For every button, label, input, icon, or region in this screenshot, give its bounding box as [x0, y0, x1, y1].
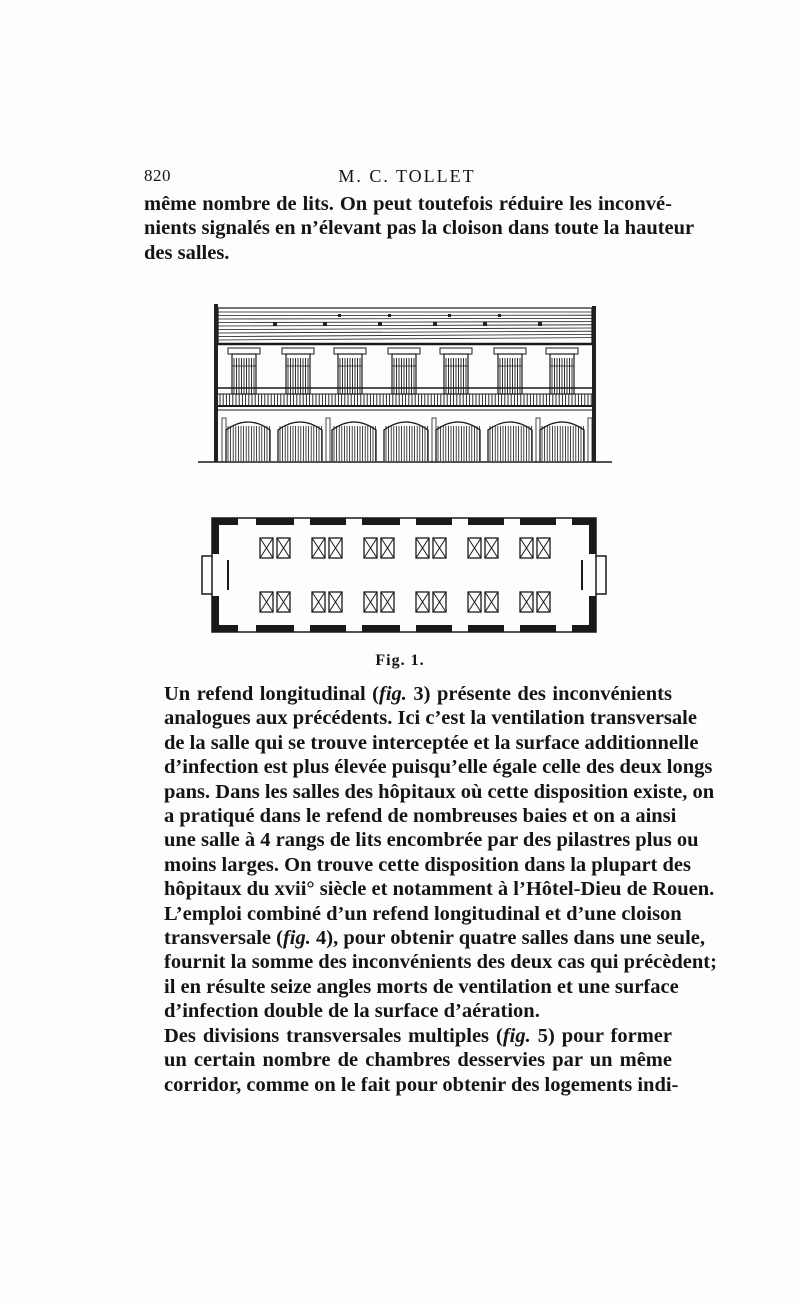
running-head — [144, 166, 670, 190]
paragraph — [144, 1024, 679, 1097]
text-line: hôpitaux du xvii° siècle et notamment à l’Hôtel-Dieu de Rouen. — [164, 878, 715, 901]
running-title: M. C. TOLLET — [338, 166, 476, 186]
figure-illustration — [198, 296, 618, 646]
text-line: même nombre de lits. On peut toutefois réduire les inconvé- — [144, 193, 672, 215]
text-line: d’infection est plus élevée puisqu’elle égale celle des deux longs — [164, 756, 713, 779]
text-line: une salle à 4 rangs de lits encombrée par des pilastres plus ou — [164, 829, 699, 852]
page-number: 820 — [144, 166, 171, 185]
paragraph — [144, 682, 715, 902]
text-line: de la salle qui se trouve interceptée et la surface additionnelle — [164, 731, 699, 754]
text-line: nients signalés en n’élevant pas la cloison dans toute la hauteur — [144, 217, 695, 240]
text-line: L’emploi combiné d’un refend longitudinal et d’une cloison — [164, 902, 682, 925]
figure-reference: fig. — [502, 1024, 531, 1047]
text-line: moins larges. On trouve cette disposition dans la plupart des — [164, 853, 691, 876]
figure-reference: fig. — [282, 927, 311, 950]
paragraph — [144, 902, 717, 1024]
text-line: transversale (fig. 4), pour obtenir quatre salles dans une seule, — [164, 927, 706, 950]
text-line: il en résulte seize angles morts de ventilation et une surface — [164, 975, 679, 998]
text-line: Un refend longitudinal (fig. 3) présente des inconvénients — [164, 683, 672, 705]
ward-floor-plan-drawing — [202, 518, 606, 632]
text-line: un certain nombre de chambres desservies par un même — [164, 1049, 672, 1072]
intro-text — [144, 192, 695, 265]
text-line: des salles. — [144, 241, 230, 264]
body-text — [144, 682, 717, 1097]
text-line: Des divisions transversales multiples (fig. 5) pour former — [164, 1024, 672, 1047]
figure-caption: Fig. 1. — [375, 652, 425, 669]
figure-reference: fig. — [379, 683, 407, 705]
ward-elevation-drawing — [198, 304, 612, 462]
hospital-ward-drawing — [198, 296, 618, 646]
text-line: analogues aux précédents. Ici c’est la ventilation transversale — [164, 707, 697, 730]
text-line: d’infection double de la surface d’aération. — [164, 1000, 540, 1023]
text-line: pans. Dans les salles des hôpitaux où cette disposition existe, on — [164, 780, 715, 803]
text-line: corridor, comme on le fait pour obtenir des logements indi- — [164, 1073, 679, 1096]
text-line: a pratiqué dans le refend de nombreuses baies et on a ainsi — [164, 805, 677, 828]
text-line: fournit la somme des inconvénients des deux cas qui précèdent; — [164, 951, 717, 974]
